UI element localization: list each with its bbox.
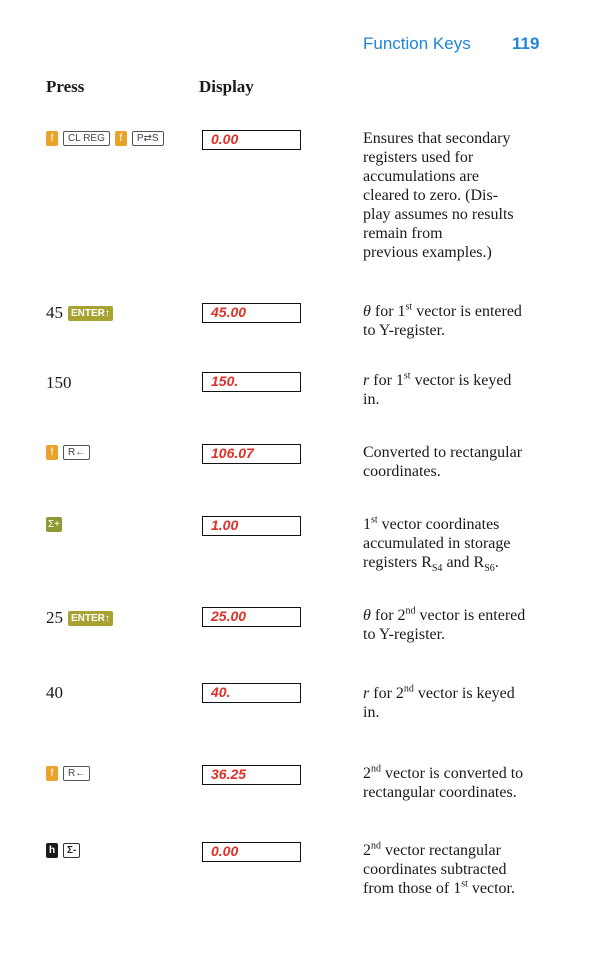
desc-line: 2nd vector rectangular	[363, 840, 501, 859]
desc-line: 2nd vector is converted to	[363, 763, 524, 782]
display-readout: 36.25	[202, 765, 301, 785]
display-readout: 106.07	[202, 444, 301, 464]
display-column-header: Display	[199, 77, 254, 96]
enter-key: ENTER↑	[68, 306, 113, 321]
press-keys	[46, 303, 113, 323]
step-description	[363, 443, 558, 481]
step-description	[363, 764, 558, 802]
press-keys	[46, 373, 72, 393]
h-key: h	[46, 843, 58, 858]
press-number: 40	[46, 683, 63, 702]
desc-line: to Y-register.	[363, 626, 446, 643]
display-readout: 150.	[202, 372, 301, 392]
press-keys	[46, 517, 62, 532]
press-number: 25	[46, 608, 63, 627]
step-description	[363, 606, 558, 644]
sigma-plus-key: Σ+	[47, 519, 61, 530]
section-title: Function Keys	[363, 34, 471, 53]
page-number: 119	[512, 34, 540, 53]
desc-line: in.	[363, 704, 380, 721]
r-left-key: R←	[63, 445, 90, 460]
desc-line: previous examples.)	[363, 244, 492, 261]
sigma-minus-key: Σ-	[63, 843, 80, 858]
display-readout: 40.	[202, 683, 301, 703]
desc-line: cleared to zero. (Dis-	[363, 187, 499, 204]
enter-key: ENTER↑	[68, 611, 113, 626]
press-keys	[46, 683, 63, 703]
desc-line: to Y-register.	[363, 322, 446, 339]
r-left-key: R←	[63, 766, 90, 781]
press-number: 150	[46, 373, 72, 392]
display-readout: 1.00	[202, 516, 301, 536]
press-column-header: Press	[46, 77, 85, 96]
desc-line: r for 1st vector is keyed	[363, 370, 512, 389]
desc-line: accumulations are	[363, 168, 479, 185]
f-key: f	[46, 766, 58, 781]
desc-line: remain from	[363, 225, 443, 242]
step-description	[363, 514, 558, 575]
f-key: f	[46, 131, 58, 146]
step-description	[363, 302, 558, 340]
desc-line: play assumes no results	[363, 206, 514, 223]
desc-line: r for 2nd vector is keyed	[363, 683, 515, 702]
desc-line: registers used for	[363, 149, 474, 166]
step-description	[363, 129, 558, 262]
step-description	[363, 684, 558, 722]
desc-line: Converted to rectangular	[363, 444, 523, 461]
desc-line: Ensures that secondary	[363, 130, 511, 147]
desc-line: coordinates.	[363, 463, 441, 480]
step-description	[363, 371, 558, 409]
desc-line: 1st vector coordinates	[363, 514, 500, 533]
display-readout: 25.00	[202, 607, 301, 627]
desc-line: from those of 1st vector.	[363, 878, 515, 897]
desc-line: rectangular coordinates.	[363, 784, 517, 801]
display-readout: 0.00	[202, 842, 301, 862]
step-description	[363, 841, 558, 898]
f-key: f	[46, 445, 58, 460]
desc-line: coordinates subtracted	[363, 861, 507, 878]
desc-line: θ for 1st vector is entered	[363, 301, 522, 320]
display-readout: 45.00	[202, 303, 301, 323]
cl-reg-key: CL REG	[63, 131, 110, 146]
desc-line: in.	[363, 391, 380, 408]
press-keys	[46, 445, 90, 460]
p-s-key: P⇄S	[132, 131, 164, 146]
press-keys	[46, 131, 164, 146]
f-key: f	[115, 131, 127, 146]
press-keys	[46, 766, 90, 781]
display-readout: 0.00	[202, 130, 301, 150]
desc-line: θ for 2nd vector is entered	[363, 605, 526, 624]
desc-line: registers $R_{S4}$ and $R_{S6}$.	[363, 554, 499, 575]
desc-line: accumulated in storage	[363, 535, 511, 552]
press-number: 45	[46, 303, 63, 322]
press-keys	[46, 608, 113, 628]
press-keys	[46, 843, 80, 858]
